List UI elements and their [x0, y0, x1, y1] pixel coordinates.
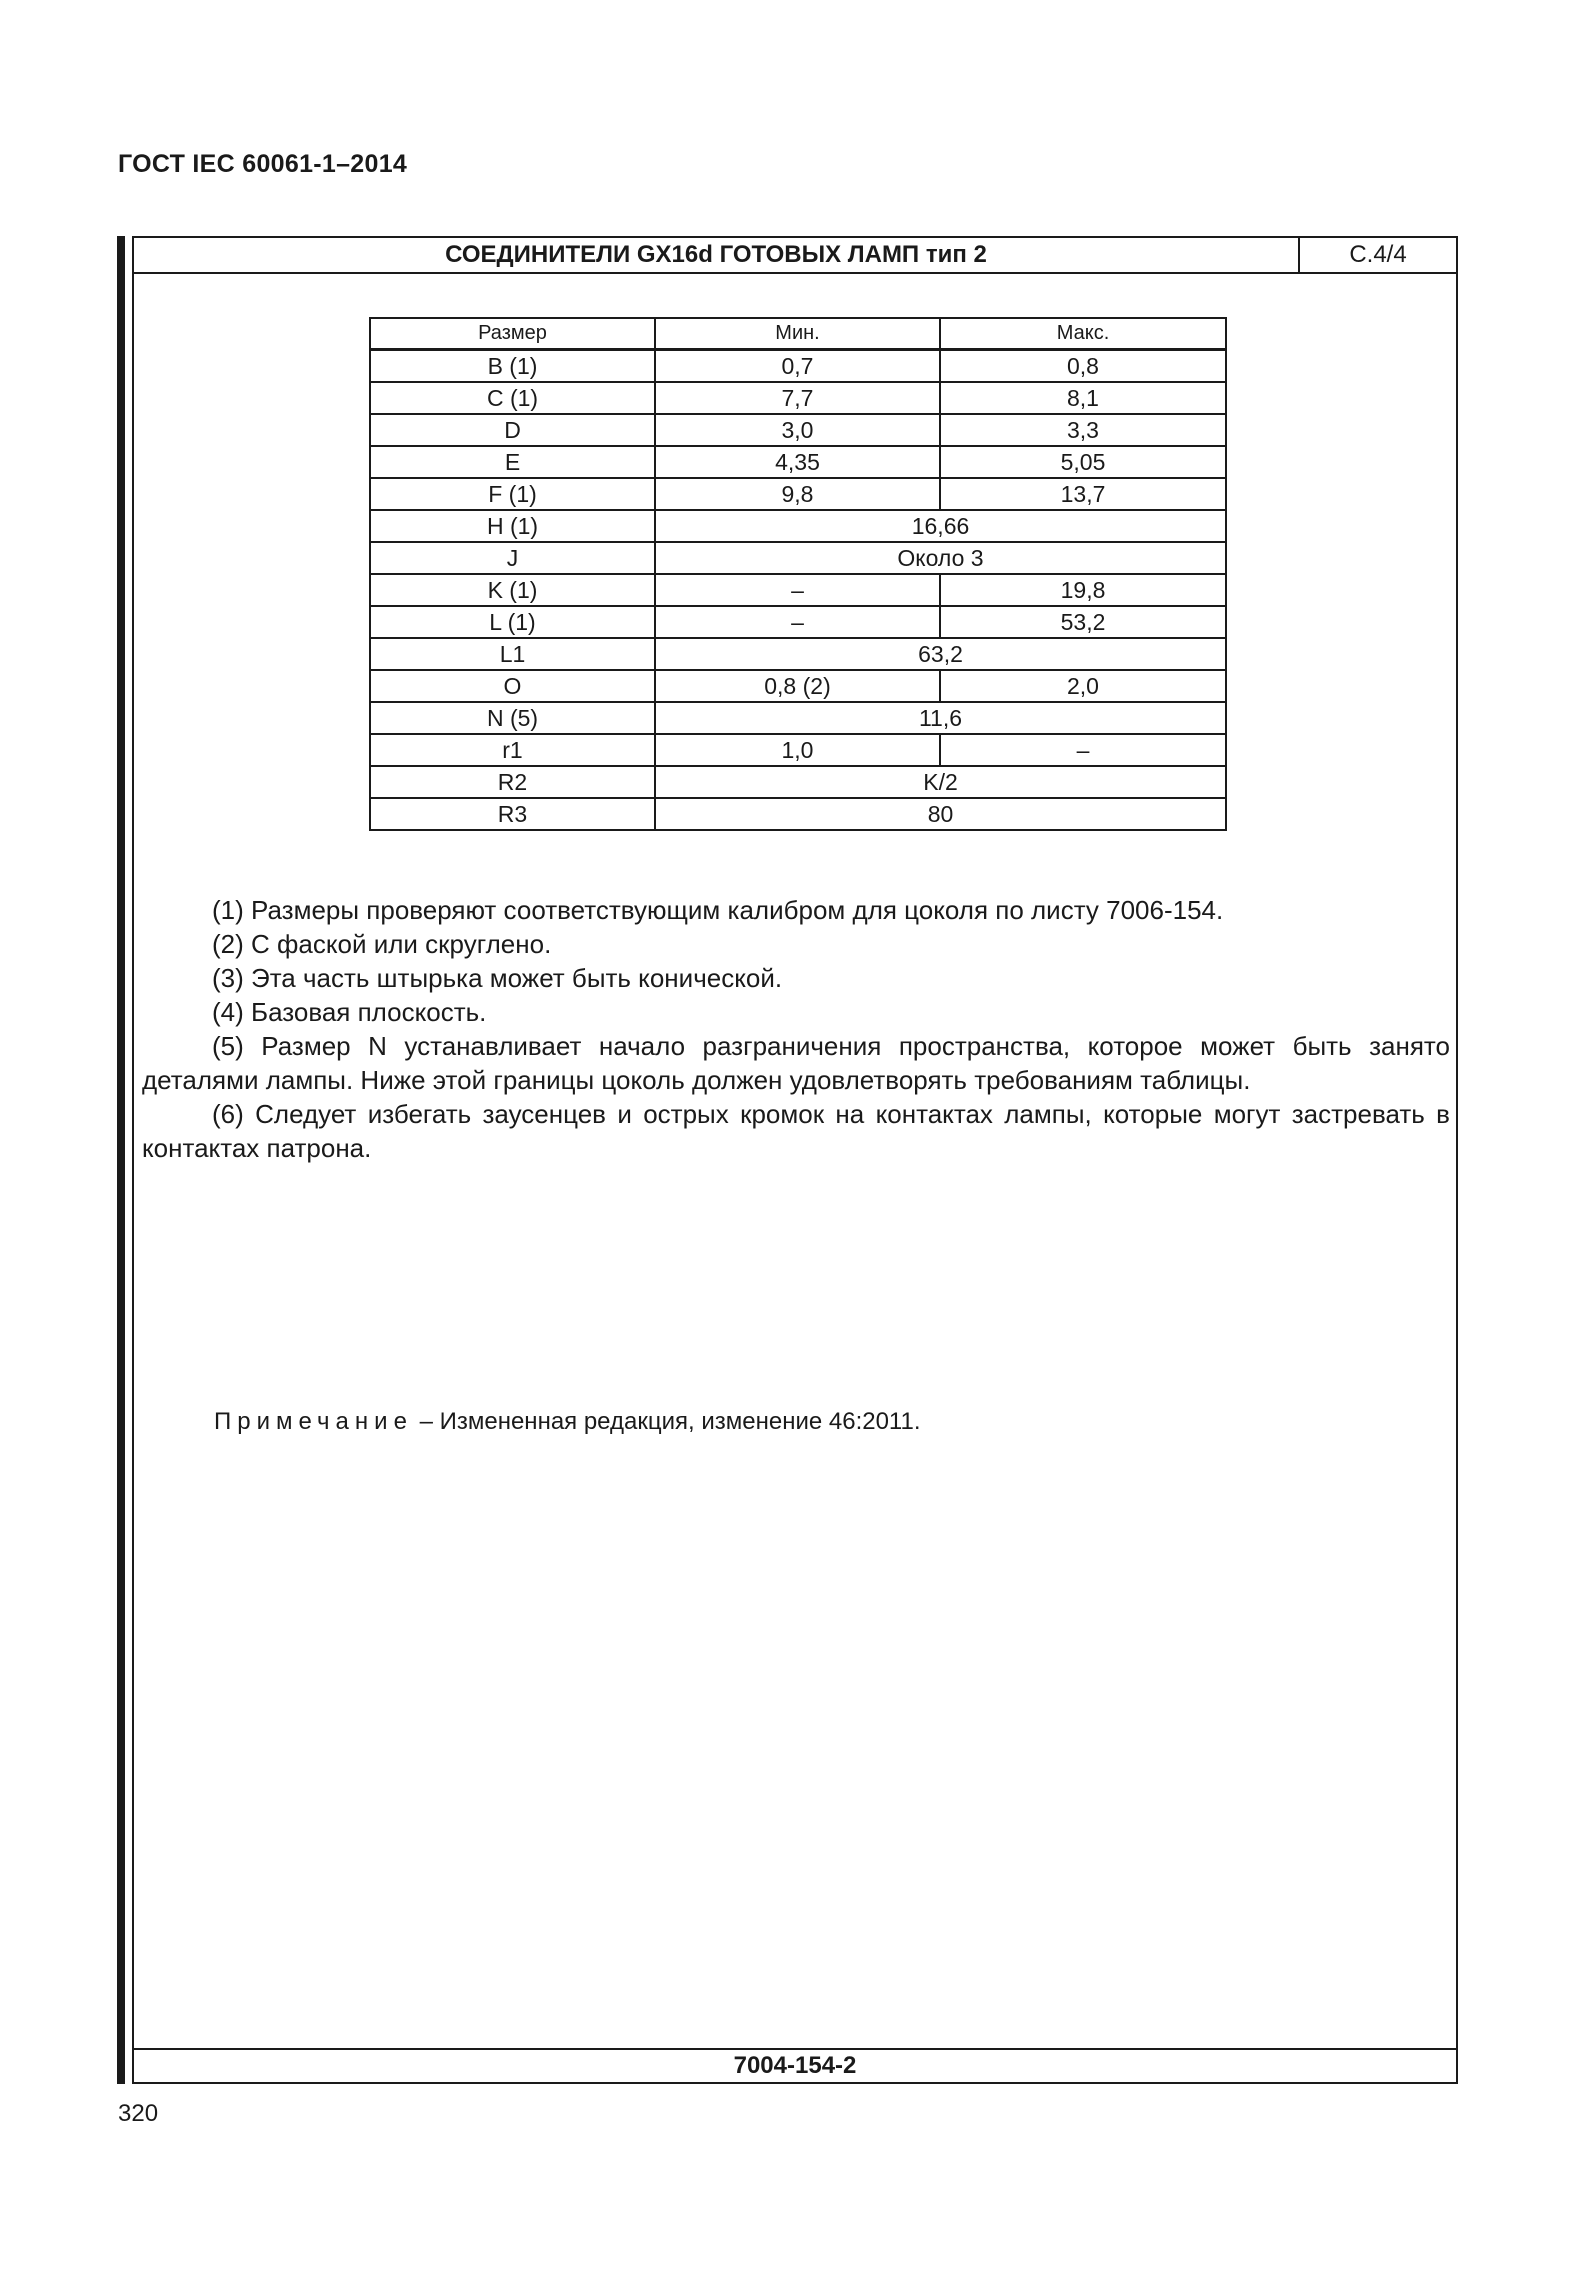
size-cell: L1 — [370, 638, 655, 670]
table-header-row — [370, 318, 1226, 350]
sheet-code: 7004-154-2 — [134, 2048, 1456, 2082]
column-header-max: Макс. — [940, 318, 1226, 350]
table-row — [370, 510, 1226, 542]
sheet-title-row — [134, 238, 1456, 274]
max-cell: – — [940, 734, 1226, 766]
max-cell: 13,7 — [940, 478, 1226, 510]
size-cell: O — [370, 670, 655, 702]
size-cell: E — [370, 446, 655, 478]
size-cell: R2 — [370, 766, 655, 798]
page-number: 320 — [118, 2100, 159, 2127]
footnote-6: (6) Следует избегать заусенцев и острых кромок на контактах лампы, которые могут застревать в контактах патрона. — [142, 1099, 1450, 1163]
table-row — [370, 350, 1226, 383]
footnote-4: (4) Базовая плоскость. — [212, 997, 487, 1027]
column-header-min: Мин. — [655, 318, 940, 350]
max-cell: 0,8 — [940, 350, 1226, 383]
table-row — [370, 478, 1226, 510]
sheet-frame — [132, 236, 1458, 2084]
footnote-3: (3) Эта часть штырька может быть конической. — [212, 963, 783, 993]
sheet-title: СОЕДИНИТЕЛИ GX16d ГОТОВЫХ ЛАМП тип 2 — [134, 238, 1300, 272]
size-cell: D — [370, 414, 655, 446]
document-header: ГОСТ IEC 60061-1–2014 — [118, 150, 408, 178]
max-cell: 8,1 — [940, 382, 1226, 414]
min-cell: 0,8 (2) — [655, 670, 940, 702]
footnotes — [142, 893, 1450, 1165]
footnote-5: (5) Размер N устанавливает начало разграничения пространства, которое может быть занято деталями лампы. Ниже этой границы цоколь должен удовлетворять требованиям таблицы. — [142, 1031, 1450, 1095]
table-row — [370, 670, 1226, 702]
merged-value-cell: Около 3 — [655, 542, 1226, 574]
table-row — [370, 542, 1226, 574]
min-cell: 4,35 — [655, 446, 940, 478]
size-cell: H (1) — [370, 510, 655, 542]
size-cell: C (1) — [370, 382, 655, 414]
sheet-page-indicator: С.4/4 — [1349, 241, 1407, 268]
footnote-1: (1) Размеры проверяют соответствующим калибром для цоколя по листу 7006-154. — [212, 895, 1224, 925]
table-row — [370, 766, 1226, 798]
merged-value-cell: K/2 — [655, 766, 1226, 798]
max-cell: 5,05 — [940, 446, 1226, 478]
table-row — [370, 734, 1226, 766]
max-cell: 19,8 — [940, 574, 1226, 606]
size-cell: R3 — [370, 798, 655, 830]
remark-text: – Измененная редакция, изменение 46:2011. — [412, 1408, 921, 1435]
min-cell: – — [655, 574, 940, 606]
table-row — [370, 414, 1226, 446]
size-cell: K (1) — [370, 574, 655, 606]
table-row — [370, 798, 1226, 830]
merged-value-cell: 80 — [655, 798, 1226, 830]
table-row — [370, 702, 1226, 734]
dimensions-table — [369, 317, 1227, 831]
min-cell: 1,0 — [655, 734, 940, 766]
min-cell: 3,0 — [655, 414, 940, 446]
size-cell: F (1) — [370, 478, 655, 510]
size-cell: N (5) — [370, 702, 655, 734]
footnote-2: (2) С фаской или скруглено. — [212, 929, 552, 959]
merged-value-cell: 16,66 — [655, 510, 1226, 542]
min-cell: 7,7 — [655, 382, 940, 414]
size-cell: J — [370, 542, 655, 574]
max-cell: 3,3 — [940, 414, 1226, 446]
table-row — [370, 446, 1226, 478]
size-cell: r1 — [370, 734, 655, 766]
table-row — [370, 574, 1226, 606]
max-cell: 2,0 — [940, 670, 1226, 702]
table-row — [370, 638, 1226, 670]
min-cell: – — [655, 606, 940, 638]
left-margin-bar — [117, 236, 125, 2084]
table-row — [370, 606, 1226, 638]
table-row — [370, 382, 1226, 414]
min-cell: 9,8 — [655, 478, 940, 510]
remark-label: Примечание — [214, 1408, 413, 1435]
remark — [214, 1408, 921, 1436]
size-cell: B (1) — [370, 350, 655, 383]
column-header-size: Размер — [370, 318, 655, 350]
merged-value-cell: 63,2 — [655, 638, 1226, 670]
size-cell: L (1) — [370, 606, 655, 638]
merged-value-cell: 11,6 — [655, 702, 1226, 734]
max-cell: 53,2 — [940, 606, 1226, 638]
min-cell: 0,7 — [655, 350, 940, 383]
